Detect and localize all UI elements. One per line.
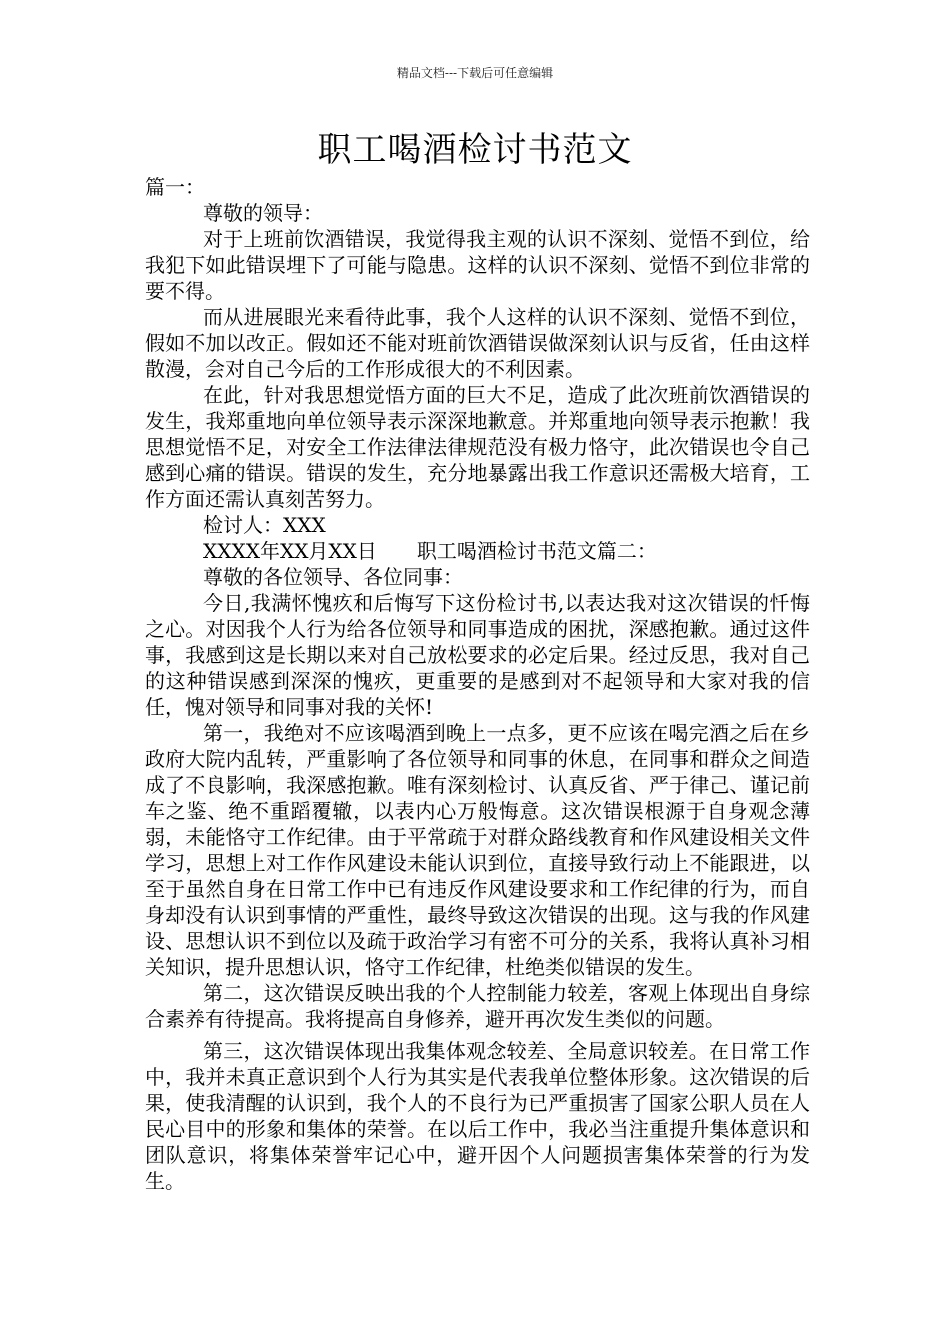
- paragraph: 在此，针对我思想觉悟方面的巨大不足，造成了此次班前饮酒错误的发生，我郑重地向单位领导表示深深地歉意。并郑重地向领导表示抱歉！我思想觉悟不足，对安全工作法律法律规范没有极力恪守，此次错误也令自己感到心痛的错误。错误的发生，充分地暴露出我工作意识还需极大培育，工作方面还需认真刻苦努力。: [145, 383, 810, 511]
- date-line: XXXX年XX月XX日 职工喝酒检讨书范文篇二：: [203, 539, 657, 563]
- salutation: 尊敬的各位领导、各位同事：: [203, 565, 463, 589]
- header-note: 精品文档---下载后可任意编辑: [396, 66, 554, 80]
- paragraph: 而从进展眼光来看待此事，我个人这样的认识不深刻、觉悟不到位，假如不加以改正。假如还不能对班前饮酒错误做深刻认识与反省，任由这样散漫，会对自己今后的工作形成很大的不利因素。: [145, 305, 810, 381]
- paragraph: 第一，我绝对不应该喝酒到晚上一点多，更不应该在喝完酒之后在乡政府大院内乱转，严重影响了各位领导和同事的休息，在同事和群众之间造成了不良影响，我深感抱歉。唯有深刻检讨、认真反省、严于律己、谨记前车之鉴、绝不重蹈覆辙，以表内心万般悔意。这次错误根源于自身观念薄弱，未能恪守工作纪律。由于平常疏于对群众路线教育和作风建设相关文件学习，思想上对工作作风建设未能认识到位，直接导致行动上不能跟进，以至于虽然自身在日常工作中已有违反作风建设要求和工作纪律的行为，而自身却没有认识到事情的严重性，最终导致这次错误的出现。这与我的作风建设、思想认识不到位以及疏于政治学习有密不可分的关系，我将认真补习相关知识，提升思想认识，恪守工作纪律，杜绝类似错误的发生。: [145, 721, 810, 979]
- salutation: 尊敬的领导：: [203, 201, 323, 225]
- signature-line: 检讨人：XXX: [203, 513, 326, 537]
- document-title: 职工喝酒检讨书范文: [317, 130, 633, 170]
- paragraph: 对于上班前饮酒错误，我觉得我主观的认识不深刻、觉悟不到位，给我犯下如此错误埋下了可能与隐患。这样的认识不深刻、觉悟不到位非常的要不得。: [145, 227, 810, 303]
- document-body: [145, 174, 810, 1194]
- paragraph: 第三，这次错误体现出我集体观念较差、全局意识较差。在日常工作中，我并未真正意识到个人行为其实是代表我单位整体形象。这次错误的后果，使我清醒的认识到，我个人的不良行为已严重损害了国家公职人员在人民心目中的形象和集体的荣誉。在以后工作中，我必当注重提升集体意识和团队意识，将集体荣誉牢记心中，避开因个人问题损害集体荣誉的行为发生。: [145, 1039, 810, 1193]
- paragraph: 今日,我满怀愧疚和后悔写下这份检讨书,以表达我对这次错误的忏悔之心。对因我个人行为给各位领导和同事造成的困扰，深感抱歉。通过这件事，我感到这是长期以来对自己放松要求的必定后果。经过反思，我对自己的这种错误感到深深的愧疚，更重要的是感到对不起领导和大家对我的信任，愧对领导和同事对我的关怀!: [145, 591, 810, 719]
- paragraph: 第二，这次错误反映出我的个人控制能力较差，客观上体现出自身综合素养有待提高。我将提高自身修养，避开再次发生类似的问题。: [145, 981, 810, 1031]
- section-label: 篇一：: [145, 175, 205, 199]
